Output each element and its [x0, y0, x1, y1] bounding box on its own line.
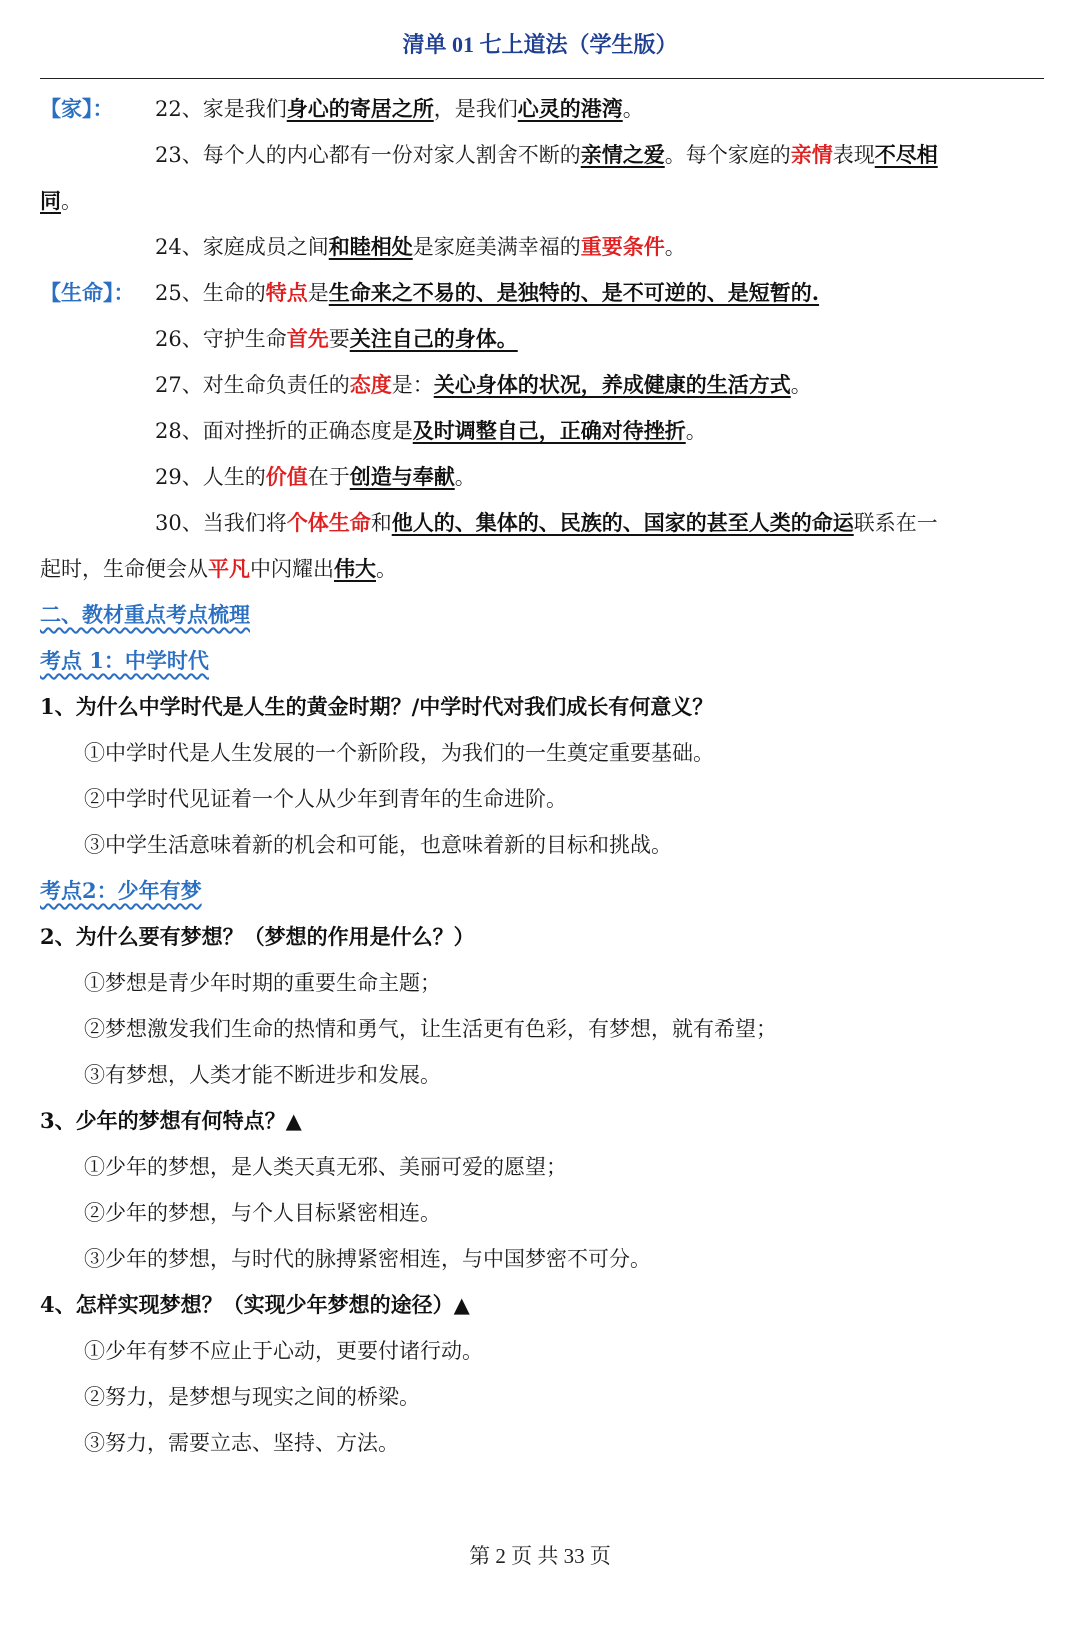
question-1: 1、为什么中学时代是人生的黄金时期？/中学时代对我们成长有何意义？ — [40, 694, 714, 719]
line-30: 30、当我们将个体生命和他人的、集体的、民族的、国家的甚至人类的命运联系在一 — [155, 510, 938, 535]
line-22: 【家】： 22、家是我们身心的寄居之所，是我们心灵的港湾。 — [40, 86, 1044, 132]
line-23-cont: 同。 — [40, 188, 82, 213]
answer-1-2: ②中学时代见证着一个人从少年到青年的生命进阶。 — [84, 787, 567, 811]
answer-1-1: ①中学时代是人生发展的一个新阶段，为我们的一生奠定重要基础。 — [84, 741, 714, 765]
line-25: 【生命】： 25、生命的特点是生命来之不易的、是独特的、是不可逆的、是短暂的. — [40, 270, 1044, 316]
question-4: 4、怎样实现梦想？（实现少年梦想的途径）▲ — [40, 1292, 470, 1317]
line-27: 27、对生命负责任的态度是：关心身体的状况，养成健康的生活方式。 — [155, 372, 812, 397]
line-23: 23、每个人的内心都有一份对家人割舍不断的亲情之爱。每个家庭的亲情表现不尽相 — [155, 142, 938, 167]
answer-2-1: ①梦想是青少年时期的重要生命主题； — [84, 971, 441, 995]
line-29: 29、人生的价值在于创造与奉献。 — [155, 464, 476, 489]
page-content — [40, 86, 1044, 1466]
section-heading: 二、教材重点考点梳理 — [40, 602, 250, 627]
header-divider — [40, 78, 1044, 79]
answer-4-2: ②努力，是梦想与现实之间的桥梁。 — [84, 1385, 420, 1409]
answer-3-3: ③少年的梦想，与时代的脉搏紧密相连，与中国梦密不可分。 — [84, 1247, 651, 1271]
question-3: 3、少年的梦想有何特点？▲ — [40, 1108, 302, 1133]
kaodian-2-heading: 考点2：少年有梦 — [40, 878, 202, 903]
page-header-title: 清单 01 七上道法（学生版） — [402, 32, 678, 57]
answer-2-2: ②梦想激发我们生命的热情和勇气，让生活更有色彩，有梦想，就有希望； — [84, 1017, 777, 1041]
home-tag: 【家】： — [40, 96, 114, 121]
kaodian-1-heading: 考点 1：中学时代 — [40, 648, 209, 673]
answer-4-1: ①少年有梦不应止于心动，更要付诸行动。 — [84, 1339, 483, 1363]
answer-3-1: ①少年的梦想，是人类天真无邪、美丽可爱的愿望； — [84, 1155, 567, 1179]
answer-2-3: ③有梦想，人类才能不断进步和发展。 — [84, 1063, 441, 1087]
answer-3-2: ②少年的梦想，与个人目标紧密相连。 — [84, 1201, 441, 1225]
line-24: 24、家庭成员之间和睦相处是家庭美满幸福的重要条件。 — [155, 234, 686, 259]
line-26: 26、守护生命首先要关注自己的身体。 — [155, 326, 518, 351]
life-tag: 【生命】： — [40, 280, 135, 305]
question-2: 2、为什么要有梦想？（梦想的作用是什么？） — [40, 924, 475, 949]
answer-1-3: ③中学生活意味着新的机会和可能，也意味着新的目标和挑战。 — [84, 833, 672, 857]
line-30-cont: 起时，生命便会从平凡中闪耀出伟大。 — [40, 556, 397, 581]
line-28: 28、面对挫折的正确态度是及时调整自己，正确对待挫折。 — [155, 418, 707, 443]
page-number-footer: 第 2 页 共 33 页 — [469, 1544, 611, 1568]
answer-4-3: ③努力，需要立志、坚持、方法。 — [84, 1431, 399, 1455]
